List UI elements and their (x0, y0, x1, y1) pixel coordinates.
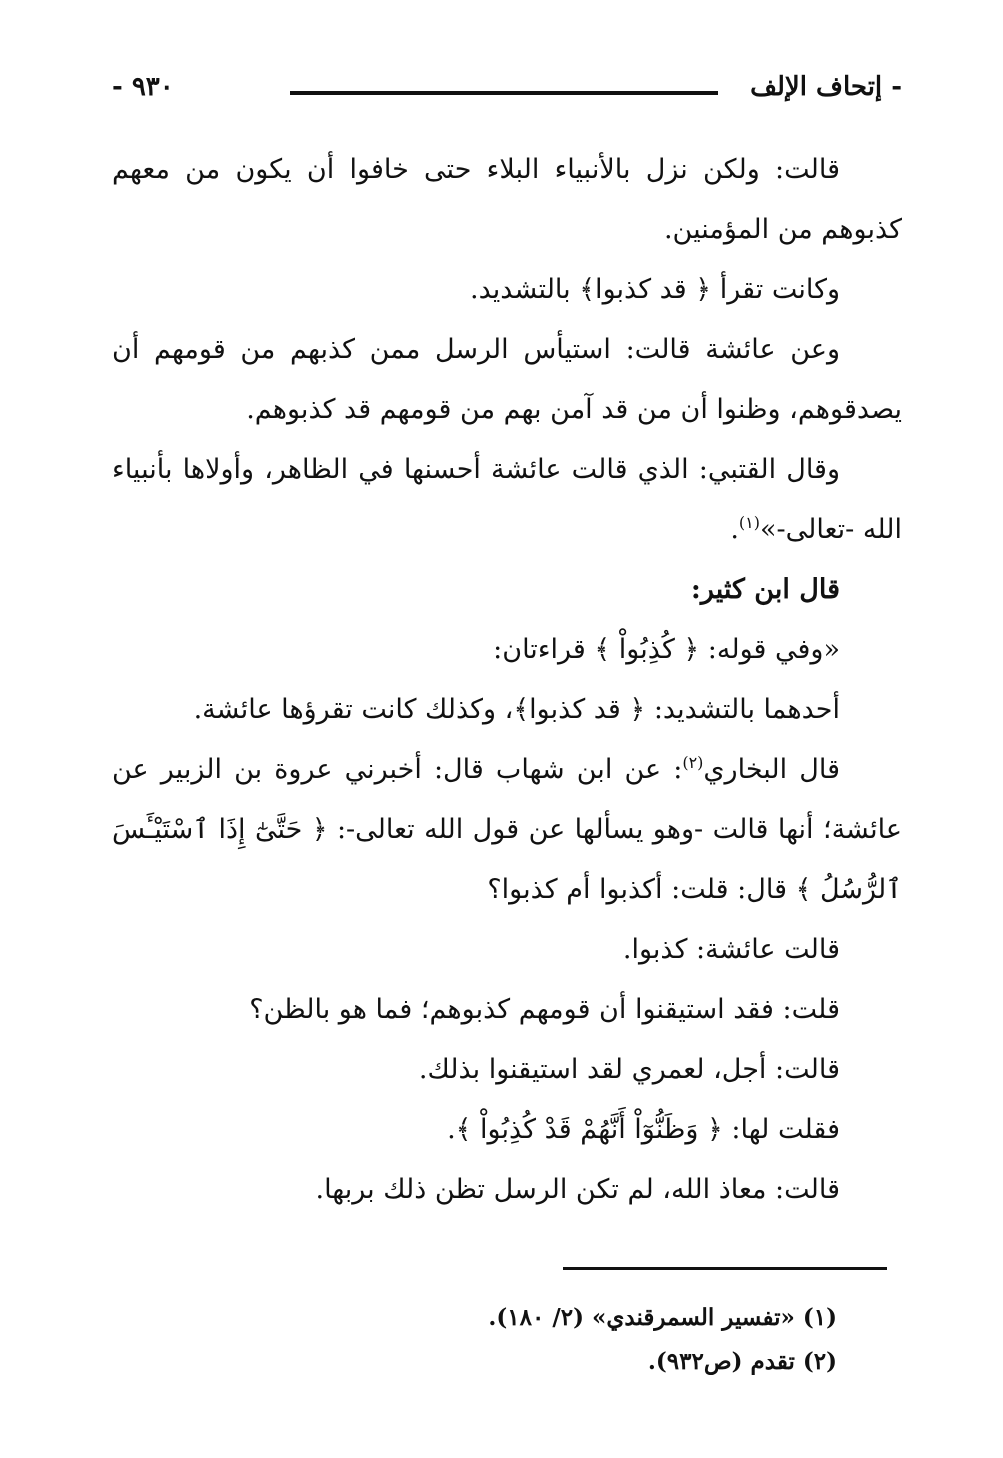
book-title: - إتحاف الإلف (750, 72, 902, 102)
paragraph-2: وكانت تقرأ ﴿ قد كذبوا﴾ بالتشديد. (470, 274, 840, 305)
footnote-2: (٢) تقدم (ص٩٣٢). (647, 1348, 837, 1375)
header-rule (290, 91, 718, 95)
paragraph-8-start: قال البخاري (703, 754, 840, 785)
footnotes (137, 1296, 837, 1384)
running-header (112, 70, 902, 114)
paragraph-4-end: . (730, 514, 739, 545)
paragraph-3: وعن عائشة قالت: استيأس الرسل ممن كذبهم من قومهم أن يصدقوهم، وظنوا أن من قد آمن بهم من قومهم قد كذبوهم. (112, 334, 902, 425)
paragraph-8 (112, 740, 902, 920)
paragraph-1: قالت: ولكن نزل بالأنبياء البلاء حتى خافوا أن يكون من معهم كذبوهم من المؤمنين. (112, 154, 902, 245)
paragraph-5: قال ابن كثير: (690, 574, 840, 605)
paragraph-9: قالت عائشة: كذبوا. (622, 934, 840, 965)
footnote-1: (١) «تفسير السمرقندي» (٢/ ١٨٠). (488, 1304, 837, 1331)
paragraph-10: قلت: فقد استيقنوا أن قومهم كذبوهم؛ فما هو بالظن؟ (249, 994, 840, 1025)
paragraph-8-rest: : عن ابن شهاب قال: أخبرني عروة بن الزبير عن عائشة؛ أنها قالت -وهو يسألها عن قول الله تعالى-: ﴿ حَتَّىٰٓ إِذَا ٱسْتَيْـَٔسَ ٱلرُّسُلُ ﴾ قال: قلت: أكذبوا أم كذبوا؟ (112, 754, 902, 905)
paragraph-6: «وفي قوله: ﴿ كُذِبُواْ ﴾ قراءتان: (493, 634, 840, 665)
page-number: ٩٣٠ - (112, 72, 174, 102)
footnote-separator (563, 1267, 887, 1270)
main-text (112, 140, 902, 1220)
footnote-ref-2: (٢) (682, 753, 704, 772)
paragraph-13: قالت: معاذ الله، لم تكن الرسل تظن ذلك بربها. (315, 1174, 840, 1205)
paragraph-4 (112, 440, 902, 560)
footnote-ref-1: (١) (738, 513, 760, 532)
paragraph-4-text: وقال القتبي: الذي قالت عائشة أحسنها في الظاهر، وأولاها بأنبياء الله -تعالى-» (112, 454, 902, 545)
paragraph-11: قالت: أجل، لعمري لقد استيقنوا بذلك. (418, 1054, 840, 1085)
paragraph-7: أحدهما بالتشديد: ﴿ قد كذبوا﴾، وكذلك كانت تقرؤها عائشة. (193, 694, 840, 725)
paragraph-12: فقلت لها: ﴿ وَظَنُّوٓاْ أَنَّهُمْ قَدْ كُذِبُواْ ﴾. (447, 1114, 840, 1145)
